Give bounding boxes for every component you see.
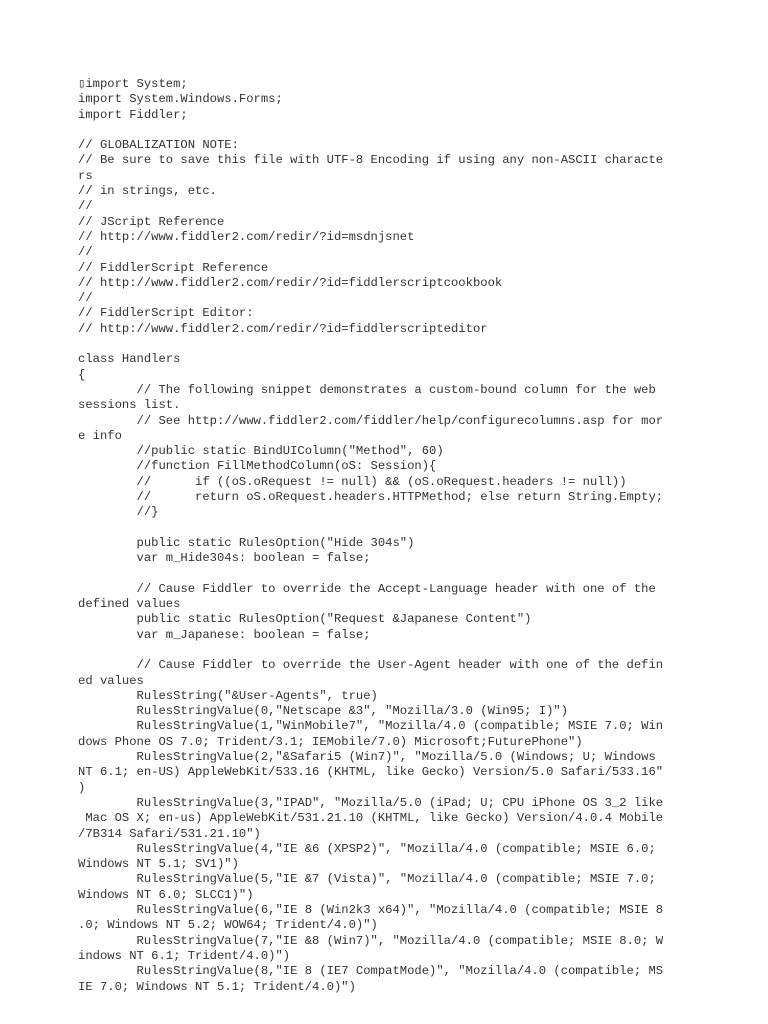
code-line: // return oS.oRequest.headers.HTTPMethod; else return String.Empty; [78,490,664,505]
code-line: Windows NT 5.1; SV1)") [78,857,239,872]
code-line: // if ((oS.oRequest != null) && (oS.oRequest.headers != null)) [78,474,627,489]
code-line: // The following snippet demonstrates a custom-bound column for the web [78,382,656,397]
code-line: ed values [78,673,144,688]
code-line: Windows NT 6.0; SLCC1)") [78,887,254,902]
code-line: defined values [78,597,181,612]
code-line: indows NT 6.1; Trident/4.0)") [78,948,291,963]
code-line: // See http://www.fiddler2.com/fiddler/help/configurecolumns.asp for mor [78,413,664,428]
code-line: // http://www.fiddler2.com/redir/?id=fiddlerscripteditor [78,321,488,336]
code-line [78,643,698,658]
code-line: // [78,199,93,214]
code-line: dows Phone OS 7.0; Trident/3.1; IEMobile/7.0) Microsoft;FuturePhone") [78,734,583,749]
code-line: public static RulesOption("Request &Japanese Content") [78,612,532,627]
code-line: RulesStringValue(3,"IPAD", "Mozilla/5.0 (iPad; U; CPU iPhone OS 3_2 like [78,795,664,810]
code-line: // FiddlerScript Editor: [78,306,254,321]
code-line: // Be sure to save this file with UTF-8 Encoding if using any non-ASCII characte [78,153,664,168]
code-line: RulesStringValue(2,"&Safari5 (Win7)", "Mozilla/5.0 (Windows; U; Windows [78,750,656,765]
code-line: // Cause Fiddler to override the Accept-Language header with one of the [78,581,656,596]
code-line: RulesString("&User-Agents", true) [78,688,378,703]
code-line: var m_Japanese: boolean = false; [78,627,371,642]
code-line: // Cause Fiddler to override the User-Agent header with one of the defin [78,658,664,673]
code-line: class Handlers [78,352,181,367]
code-line: RulesStringValue(0,"Netscape &3", "Mozilla/3.0 (Win95; I)") [78,704,569,719]
code-line: // GLOBALIZATION NOTE: [78,138,239,153]
code-line: /7B314 Safari/531.21.10") [78,826,261,841]
code-line: //public static BindUIColumn("Method", 60) [78,444,444,459]
code-line: RulesStringValue(7,"IE &8 (Win7)", "Mozilla/4.0 (compatible; MSIE 8.0; W [78,933,664,948]
code-line: import System.Windows.Forms; [78,92,283,107]
code-line: // http://www.fiddler2.com/redir/?id=fiddlerscriptcookbook [78,275,503,290]
code-line: NT 6.1; en-US) AppleWebKit/533.16 (KHTML, like Gecko) Version/5.0 Safari/533.16" [78,765,664,780]
code-line [78,567,698,582]
code-line: public static RulesOption("Hide 304s") [78,535,415,550]
code-line: //} [78,505,159,520]
code-line [78,123,698,138]
code-line: RulesStringValue(5,"IE &7 (Vista)", "Mozilla/4.0 (compatible; MSIE 7.0; [78,872,656,887]
code-line: e info [78,428,122,443]
code-line: // JScript Reference [78,214,225,229]
code-line: RulesStringValue(4,"IE &6 (XPSP2)", "Mozilla/4.0 (compatible; MSIE 6.0; [78,841,656,856]
code-line: // in strings, etc. [78,184,217,199]
code-line: .0; Windows NT 5.2; WOW64; Trident/4.0)") [78,918,378,933]
code-line: import Fiddler; [78,107,188,122]
code-line: IE 7.0; Windows NT 5.1; Trident/4.0)") [78,979,356,994]
code-line: rs [78,168,93,183]
code-line: RulesStringValue(1,"WinMobile7", "Mozilla/4.0 (compatible; MSIE 7.0; Win [78,719,664,734]
code-line: RulesStringValue(6,"IE 8 (Win2k3 x64)", "Mozilla/4.0 (compatible; MSIE 8 [78,903,664,918]
code-line: ) [78,780,86,795]
code-line: ▯import System; [78,77,188,91]
code-listing [78,77,698,995]
code-line: var m_Hide304s: boolean = false; [78,551,371,566]
code-line: // [78,245,93,260]
code-line: // http://www.fiddler2.com/redir/?id=msdnjsnet [78,229,415,244]
code-line: sessions list. [78,398,181,413]
code-line: // [78,291,93,306]
code-line [78,337,698,352]
code-line [78,521,698,536]
code-line: Mac OS X; en-us) AppleWebKit/531.21.10 (KHTML, like Gecko) Version/4.0.4 Mobile [78,811,664,826]
code-line: // FiddlerScript Reference [78,260,269,275]
code-line: { [78,367,86,382]
code-line: //function FillMethodColumn(oS: Session){ [78,459,437,474]
code-line: RulesStringValue(8,"IE 8 (IE7 CompatMode)", "Mozilla/4.0 (compatible; MS [78,964,664,979]
